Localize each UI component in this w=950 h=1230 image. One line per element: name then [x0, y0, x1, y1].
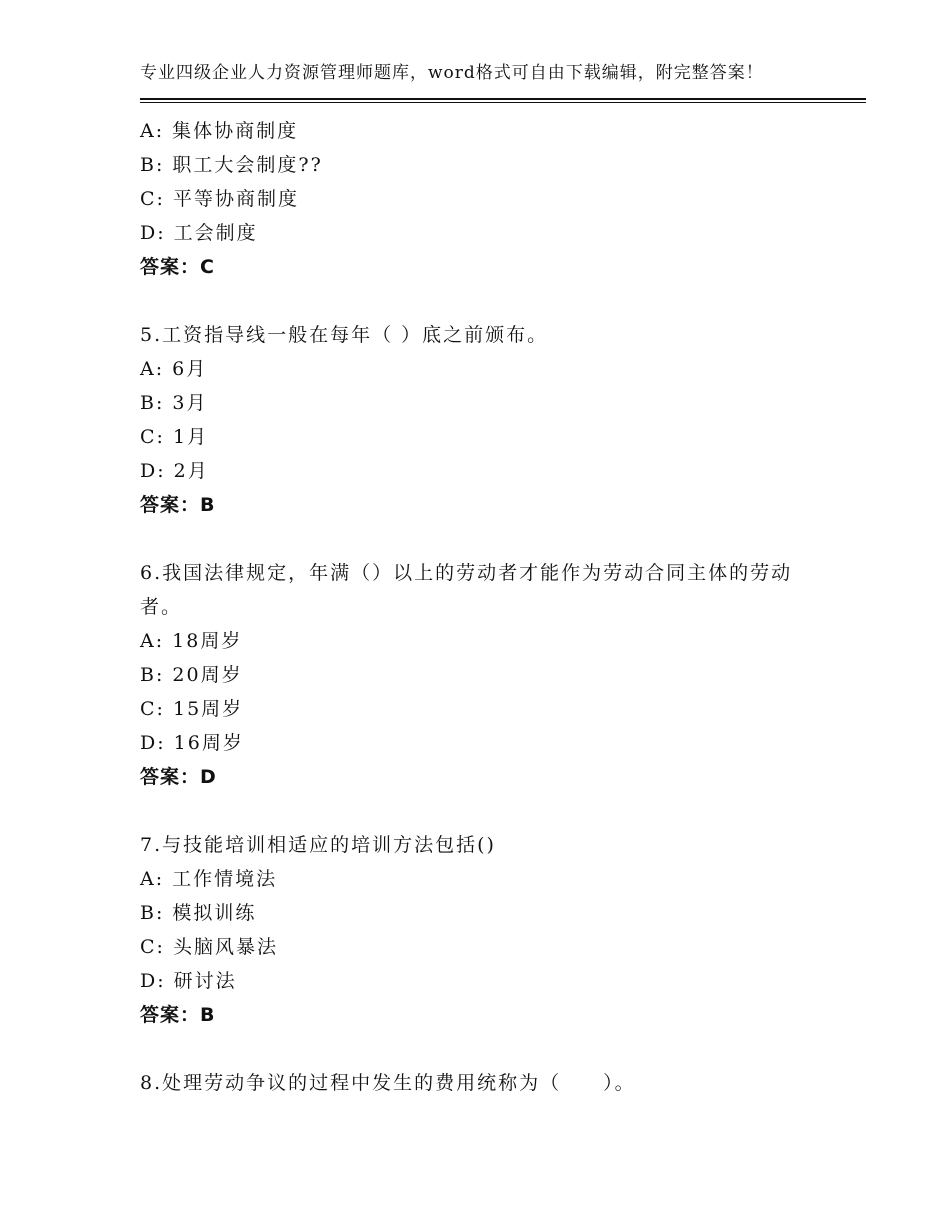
option-d: D: 工会制度 [140, 222, 258, 244]
option-c: C: 平等协商制度 [140, 188, 299, 210]
question-block [140, 828, 820, 1032]
option-d: D: 16周岁 [140, 732, 244, 754]
option-d: D: 研讨法 [140, 970, 237, 992]
header-rule-thick [140, 98, 866, 100]
option-c: C: 1月 [140, 426, 209, 448]
answer-label: 答案：C [140, 256, 215, 278]
question-block [140, 318, 820, 522]
question-list [140, 114, 820, 1100]
question-text: 5.工资指导线一般在每年（ ）底之前颁布。 [140, 324, 549, 346]
option-b: B: 3月 [140, 392, 208, 414]
option-b: B: 模拟训练 [140, 902, 257, 924]
question-text: 7.与技能培训相适应的培训方法包括() [140, 834, 496, 856]
answer-label: 答案：D [140, 766, 217, 788]
option-c: C: 15周岁 [140, 698, 244, 720]
answer-label: 答案：B [140, 1004, 216, 1026]
question-block [140, 1066, 820, 1100]
option-a: A: 18周岁 [140, 630, 243, 652]
option-a: A: 工作情境法 [140, 868, 278, 890]
option-b: B: 职工大会制度?? [140, 154, 323, 176]
answer-label: 答案：B [140, 494, 216, 516]
question-block [140, 114, 820, 284]
option-d: D: 2月 [140, 460, 209, 482]
option-b: B: 20周岁 [140, 664, 243, 686]
question-block [140, 556, 820, 794]
option-c: C: 头脑风暴法 [140, 936, 278, 958]
document-header: 专业四级企业人力资源管理师题库，word格式可自由下载编辑，附完整答案！ [140, 63, 764, 83]
question-text: 8.处理劳动争议的过程中发生的费用统称为（ ）。 [140, 1072, 636, 1094]
option-a: A: 集体协商制度 [140, 120, 299, 142]
question-text: 6.我国法律规定，年满（）以上的劳动者才能作为劳动合同主体的劳动者。 [140, 562, 793, 618]
header-rule-thin [140, 102, 866, 103]
option-a: A: 6月 [140, 358, 208, 380]
